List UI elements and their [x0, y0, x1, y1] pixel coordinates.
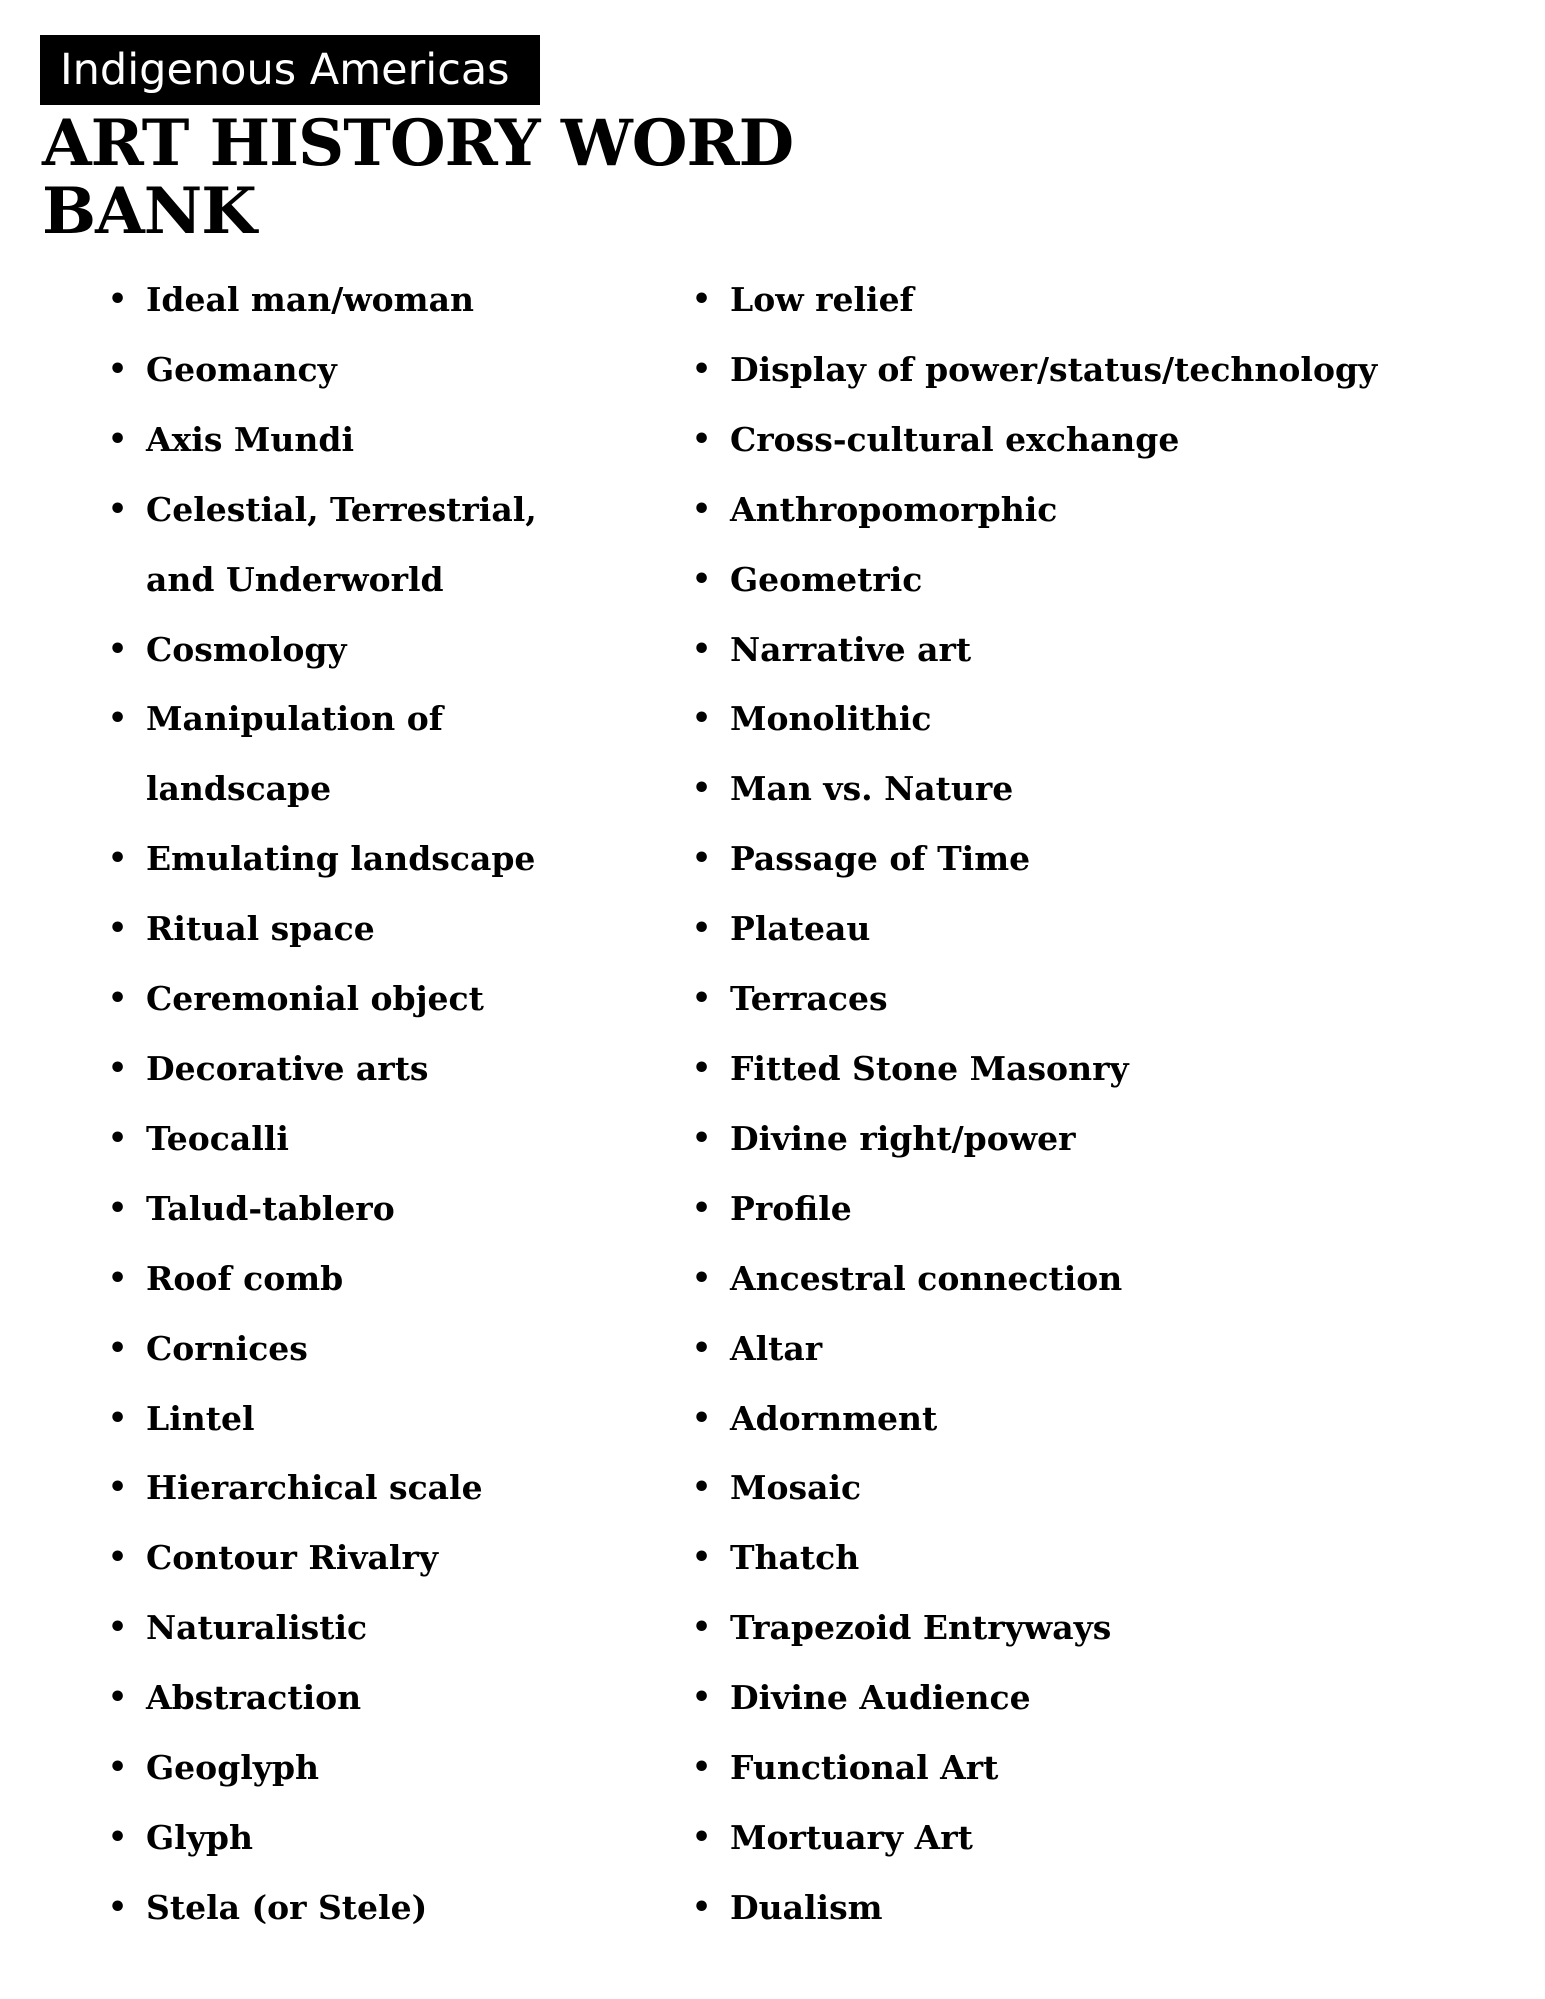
- term: Geoglyph: [146, 1748, 320, 1788]
- list-item: [690, 964, 1490, 1034]
- bullet-icon: •: [108, 1330, 128, 1366]
- bullet-icon: •: [692, 911, 712, 947]
- bullet-icon: •: [108, 981, 128, 1017]
- list-item: [106, 1244, 646, 1314]
- bullet-icon: •: [692, 1750, 712, 1786]
- term: Glyph: [146, 1817, 253, 1857]
- title-line-1: ART HISTORY WORD: [42, 106, 794, 181]
- bullet-icon: •: [692, 841, 712, 877]
- term: Emulating landscape: [146, 839, 536, 879]
- list-item: [106, 615, 646, 685]
- category-badge: Indigenous Americas: [40, 35, 540, 105]
- bullet-icon: •: [692, 631, 712, 667]
- bullet-icon: •: [692, 701, 712, 737]
- bullet-icon: •: [692, 1889, 712, 1925]
- list-item: [690, 1314, 1490, 1384]
- bullet-icon: •: [108, 1889, 128, 1925]
- term: Axis Mundi: [146, 419, 355, 459]
- list-item: [106, 684, 506, 824]
- term: Cornices: [146, 1328, 308, 1368]
- term: Geomancy: [146, 349, 337, 389]
- bullet-icon: •: [108, 1819, 128, 1855]
- bullet-icon: •: [692, 1680, 712, 1716]
- list-item: [690, 335, 1490, 405]
- list-item: [106, 1733, 646, 1803]
- bullet-icon: •: [108, 351, 128, 387]
- bullet-icon: •: [692, 1400, 712, 1436]
- list-item: [690, 1174, 1490, 1244]
- term: Divine Audience: [730, 1678, 1031, 1718]
- bullet-icon: •: [108, 841, 128, 877]
- list-item: [106, 405, 646, 475]
- word-list-left: [106, 265, 646, 1943]
- bullet-icon: •: [692, 1470, 712, 1506]
- bullet-icon: •: [692, 1819, 712, 1855]
- term: Fitted Stone Masonry: [730, 1048, 1129, 1088]
- bullet-icon: •: [692, 1050, 712, 1086]
- term: Ceremonial object: [146, 979, 484, 1019]
- list-item: [106, 1104, 646, 1174]
- list-item: [690, 1803, 1490, 1873]
- term: Plateau: [730, 909, 871, 949]
- bullet-icon: •: [692, 491, 712, 527]
- list-item: [690, 684, 1490, 754]
- term: Passage of Time: [730, 839, 1031, 879]
- term: Decorative arts: [146, 1048, 429, 1088]
- term: Adornment: [730, 1398, 938, 1438]
- bullet-icon: •: [692, 1540, 712, 1576]
- list-item: [690, 754, 1490, 824]
- bullet-icon: •: [692, 351, 712, 387]
- term: Dualism: [730, 1887, 883, 1927]
- term: Naturalistic: [146, 1608, 368, 1648]
- bullet-icon: •: [108, 282, 128, 317]
- bullet-icon: •: [692, 1190, 712, 1226]
- term: Low relief: [730, 280, 914, 319]
- bullet-icon: •: [108, 701, 128, 737]
- list-item: [690, 1873, 1490, 1943]
- bullet-icon: •: [108, 1540, 128, 1576]
- list-item: [106, 265, 646, 335]
- bullet-icon: •: [108, 421, 128, 457]
- bullet-icon: •: [108, 1610, 128, 1646]
- term: Mortuary Art: [730, 1817, 973, 1857]
- bullet-icon: •: [692, 561, 712, 597]
- bullet-icon: •: [108, 1120, 128, 1156]
- bullet-icon: •: [108, 1470, 128, 1506]
- term: Altar: [730, 1328, 823, 1368]
- term: Abstraction: [146, 1678, 362, 1718]
- bullet-icon: •: [692, 1330, 712, 1366]
- term: Ancestral connection: [730, 1258, 1123, 1298]
- bullet-icon: •: [108, 1190, 128, 1226]
- term: Ritual space: [146, 909, 375, 949]
- bullet-icon: •: [692, 1610, 712, 1646]
- term: Terraces: [730, 979, 888, 1019]
- term: Celestial, Terrestrial, and Underworld: [146, 489, 537, 599]
- list-item: [690, 545, 1490, 615]
- bullet-icon: •: [692, 282, 712, 317]
- term: Geometric: [730, 559, 923, 599]
- list-item: [690, 824, 1490, 894]
- term: Trapezoid Entryways: [730, 1608, 1112, 1648]
- term: Stela (or Stele): [146, 1887, 428, 1927]
- bullet-icon: •: [692, 771, 712, 807]
- bullet-icon: •: [692, 1260, 712, 1296]
- list-item: [690, 1034, 1490, 1104]
- term: Functional Art: [730, 1748, 999, 1788]
- list-item: [690, 1244, 1490, 1314]
- list-item: [690, 1104, 1490, 1174]
- list-item: [690, 1733, 1490, 1803]
- list-item: [106, 1384, 646, 1454]
- bullet-icon: •: [692, 1120, 712, 1156]
- list-item: [106, 1873, 646, 1943]
- list-item: [106, 1523, 646, 1593]
- bullet-icon: •: [108, 1680, 128, 1716]
- word-list-right: [690, 265, 1490, 1943]
- term: Anthropomorphic: [730, 489, 1058, 529]
- list-item: [106, 1593, 646, 1663]
- bullet-icon: •: [108, 631, 128, 667]
- list-item: [106, 964, 646, 1034]
- list-item: [690, 405, 1490, 475]
- term: Teocalli: [146, 1118, 289, 1158]
- list-item: [106, 1803, 646, 1873]
- list-item: [690, 615, 1490, 685]
- term: Narrative art: [730, 629, 972, 669]
- list-item: [690, 1593, 1490, 1663]
- bullet-icon: •: [108, 1050, 128, 1086]
- term: Talud-tablero: [146, 1188, 395, 1228]
- term: Manipulation of landscape: [146, 699, 443, 809]
- term: Thatch: [730, 1538, 860, 1578]
- list-item: [690, 1523, 1490, 1593]
- term: Display of power/status/technology: [730, 349, 1378, 389]
- term: Roof comb: [146, 1258, 344, 1298]
- list-item: [106, 1174, 646, 1244]
- list-item: [106, 475, 616, 615]
- term: Hierarchical scale: [146, 1468, 483, 1508]
- bullet-icon: •: [108, 491, 128, 527]
- list-item: [690, 1384, 1490, 1454]
- bullet-icon: •: [108, 1400, 128, 1436]
- list-item: [106, 1314, 646, 1384]
- list-item: [690, 475, 1490, 545]
- list-item: [106, 824, 646, 894]
- page-title: [42, 106, 942, 249]
- term: Ideal man/woman: [146, 280, 474, 319]
- list-item: [690, 265, 1490, 335]
- term: Man vs. Nature: [730, 769, 1014, 809]
- term: Cosmology: [146, 629, 347, 669]
- term: Contour Rivalry: [146, 1538, 439, 1578]
- bullet-icon: •: [108, 911, 128, 947]
- bullet-icon: •: [692, 981, 712, 1017]
- term: Lintel: [146, 1398, 255, 1438]
- list-item: [106, 335, 646, 405]
- term: Divine right/power: [730, 1118, 1076, 1158]
- bullet-icon: •: [692, 421, 712, 457]
- list-item: [106, 894, 646, 964]
- term: Mosaic: [730, 1468, 862, 1508]
- list-item: [106, 1453, 646, 1523]
- list-item: [690, 1663, 1490, 1733]
- list-item: [106, 1663, 646, 1733]
- title-line-2: BANK: [42, 174, 256, 249]
- term: Profile: [730, 1188, 852, 1228]
- bullet-icon: •: [108, 1260, 128, 1296]
- bullet-icon: •: [108, 1750, 128, 1786]
- list-item: [106, 1034, 646, 1104]
- term: Cross-cultural exchange: [730, 419, 1180, 459]
- list-item: [690, 894, 1490, 964]
- term: Monolithic: [730, 699, 932, 739]
- list-item: [690, 1453, 1490, 1523]
